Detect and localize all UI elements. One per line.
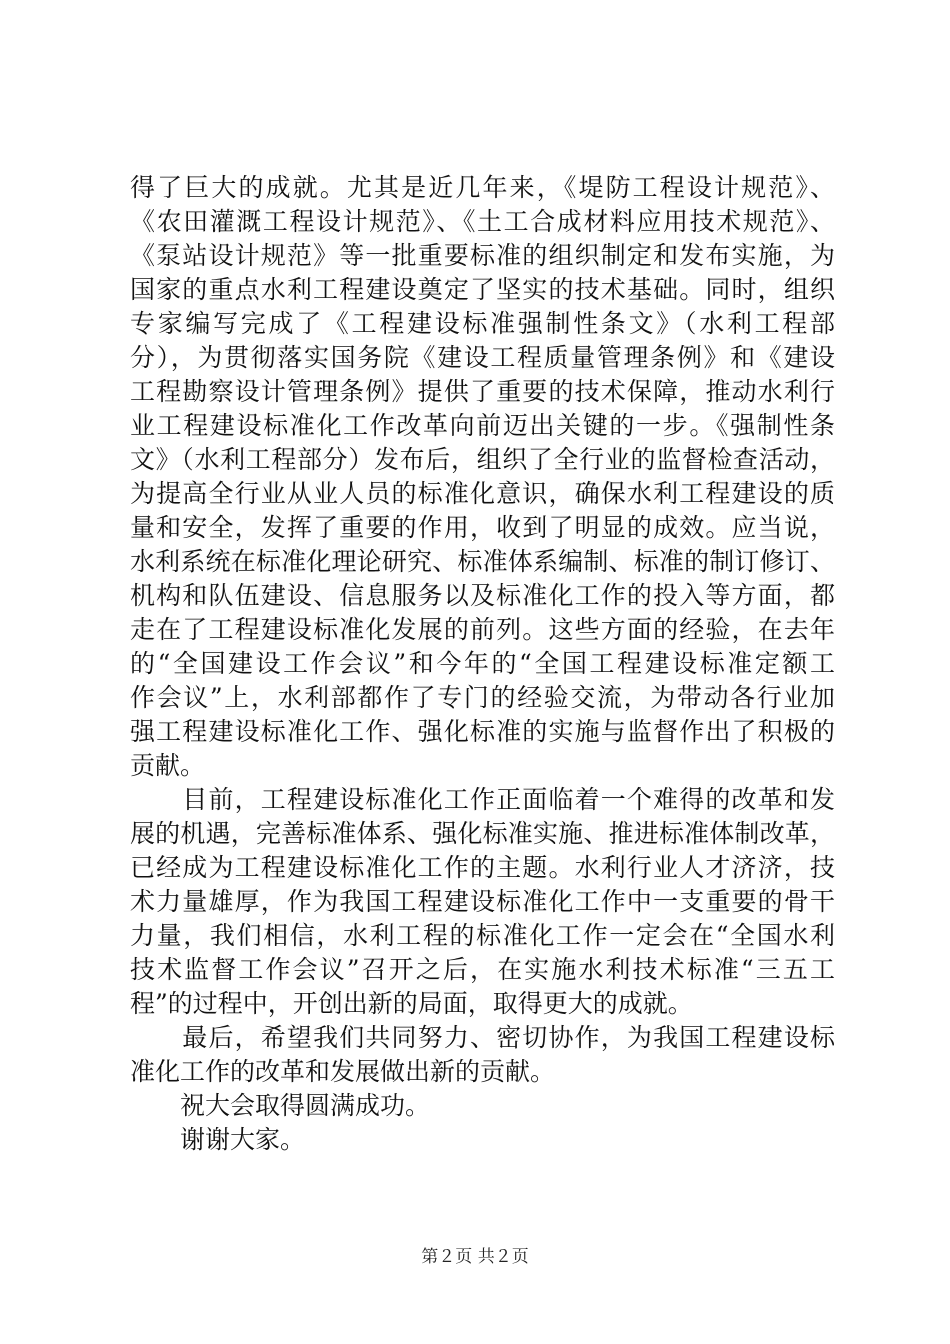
text-line: 业工程建设标准化工作改革向前迈出关键的一步。《强制性条 <box>130 411 835 440</box>
text-line: 的“全国建设工作会议”和今年的“全国工程建设标准定额工 <box>130 649 835 678</box>
text-line: 力量，我们相信，水利工程的标准化工作一定会在“全国水利 <box>130 921 835 950</box>
document-body <box>130 171 835 1157</box>
text-line: 准化工作的改革和发展做出新的贡献。 <box>130 1057 556 1086</box>
text-line: 量和安全，发挥了重要的作用，收到了明显的成效。应当说， <box>130 513 835 542</box>
text-line: 文》（水利工程部分）发布后，组织了全行业的监督检查活动， <box>130 445 835 474</box>
text-line: 走在了工程建设标准化发展的前列。这些方面的经验，在去年 <box>130 615 835 644</box>
text-line: 得了巨大的成就。尤其是近几年来，《堤防工程设计规范》、 <box>130 173 835 202</box>
text-line: 谢谢大家。 <box>130 1125 306 1154</box>
page-number-footer: 第２页 共２页 <box>421 1247 529 1267</box>
text-line: 贡献。 <box>130 751 206 780</box>
text-line: 技术监督工作会议”召开之后，在实施水利技术标准“三五工 <box>130 955 835 984</box>
text-line: 程”的过程中，开创出新的局面，取得更大的成就。 <box>130 989 693 1018</box>
text-line: 术力量雄厚，作为我国工程建设标准化工作中一支重要的骨干 <box>130 887 835 916</box>
text-line: 《泵站设计规范》等一批重要标准的组织制定和发布实施，为 <box>130 241 835 270</box>
text-line: 作会议”上，水利部都作了专门的经验交流，为带动各行业加 <box>130 683 835 712</box>
text-line: 专家编写完成了《工程建设标准强制性条文》（水利工程部 <box>130 309 835 338</box>
text-line: 《农田灌溉工程设计规范》、《土工合成材料应用技术规范》、 <box>130 207 835 236</box>
text-line: 为提高全行业从业人员的标准化意识，确保水利工程建设的质 <box>130 479 835 508</box>
text-line: 最后，希望我们共同努力、密切协作，为我国工程建设标 <box>130 1023 835 1052</box>
text-line: 工程勘察设计管理条例》提供了重要的技术保障，推动水利行 <box>130 377 835 406</box>
text-line: 已经成为工程建设标准化工作的主题。水利行业人才济济，技 <box>130 853 835 882</box>
text-line: 展的机遇，完善标准体系、强化标准实施、推进标准体制改革， <box>130 819 835 848</box>
text-line: 水利系统在标准化理论研究、标准体系编制、标准的制订修订、 <box>130 547 835 576</box>
text-line: 祝大会取得圆满成功。 <box>130 1091 431 1120</box>
text-line: 强工程建设标准化工作、强化标准的实施与监督作出了积极的 <box>130 717 835 746</box>
text-line: 目前，工程建设标准化工作正面临着一个难得的改革和发 <box>130 785 835 814</box>
text-line: 国家的重点水利工程建设奠定了坚实的技术基础。同时，组织 <box>130 275 835 304</box>
text-line: 分），为贯彻落实国务院《建设工程质量管理条例》和《建设 <box>130 343 835 372</box>
text-line: 机构和队伍建设、信息服务以及标准化工作的投入等方面，都 <box>130 581 835 610</box>
